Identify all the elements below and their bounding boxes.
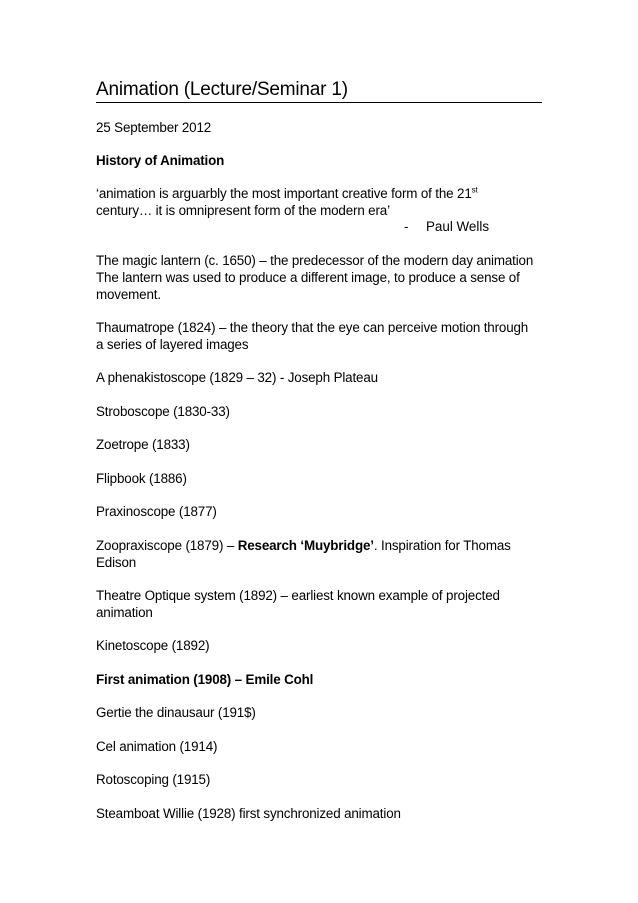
document-title: Animation (Lecture/Seminar 1) [96,78,542,103]
quote-line-1-text: ‘animation is arguarbly the most important creative form of the 21 [96,186,472,201]
zoopraxiscope-line-1 [96,537,511,554]
kinetoscope-entry: Kinetoscope (1892) [96,638,210,653]
lantern-line-1: The magic lantern (c. 1650) – the predecessor of the modern day animation [96,253,534,268]
theatre-optique-line-2: animation [96,605,153,620]
quote-superscript: st [471,185,478,195]
praxinoscope-entry: Praxinoscope (1877) [96,504,217,519]
first-animation-entry: First animation (1908) – Emile Cohl [96,672,314,687]
phenakistoscope-entry: A phenakistoscope (1829 – 32) - Joseph Plateau [96,370,378,385]
quote-attribution [404,218,489,235]
zoopraxiscope-inspiration: . Inspiration for Thomas [373,538,511,553]
zoopraxiscope-research-note: Research ‘Muybridge’ [237,538,374,553]
quote-line-1 [96,185,478,202]
quote-author: Paul Wells [426,219,490,234]
zoetrope-entry: Zoetrope (1833) [96,437,190,452]
document-date: 25 September 2012 [96,120,212,135]
gertie-entry: Gertie the dinausaur (191$) [96,705,256,720]
quote-line-2: century… it is omnipresent form of the modern era’ [96,203,390,218]
lantern-line-3: movement. [96,287,161,302]
zoopraxiscope-text: Zoopraxiscope (1879) – [96,538,238,553]
zoopraxiscope-line-2: Edison [96,555,137,570]
cel-animation-entry: Cel animation (1914) [96,739,218,754]
stroboscope-entry: Stroboscope (1830-33) [96,404,230,419]
section-heading: History of Animation [96,153,225,168]
theatre-optique-line-1: Theatre Optique system (1892) – earliest known example of projected [96,588,500,603]
steamboat-willie-entry: Steamboat Willie (1928) first synchronized animation [96,806,401,821]
flipbook-entry: Flipbook (1886) [96,471,187,486]
rotoscoping-entry: Rotoscoping (1915) [96,772,211,787]
thaumatrope-line-2: a series of layered images [96,337,249,352]
thaumatrope-line-1: Thaumatrope (1824) – the theory that the eye can perceive motion through [96,320,529,335]
attribution-dash: - [404,219,409,234]
lantern-line-2: The lantern was used to produce a different image, to produce a sense of [96,270,520,285]
